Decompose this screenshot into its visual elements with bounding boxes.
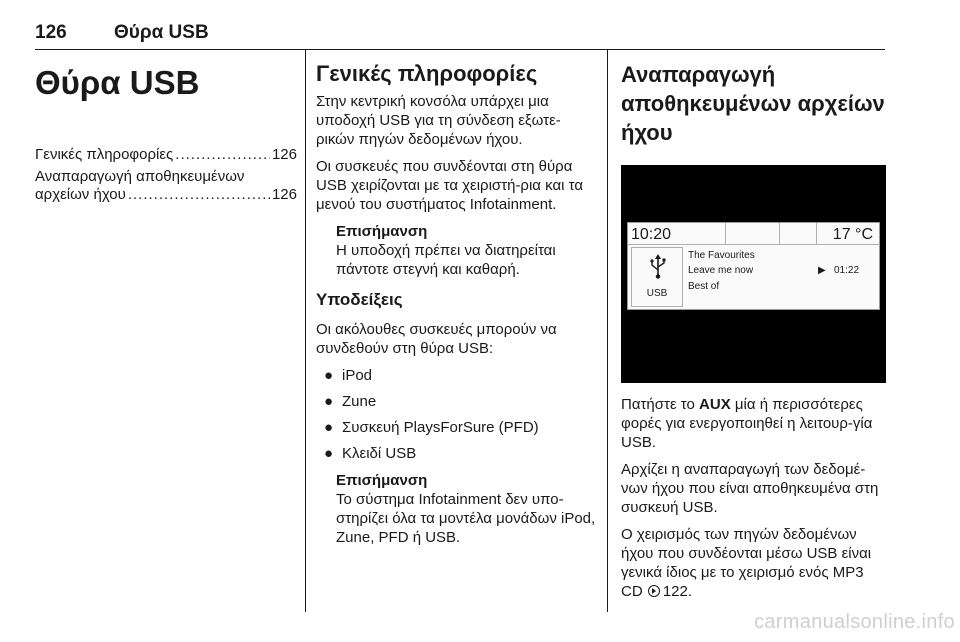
- track-list-item: Leave me now: [688, 265, 754, 276]
- clock-display: 10:20: [631, 226, 672, 243]
- toc-entry-page: 126: [271, 186, 297, 203]
- usb-source-label: USB: [646, 288, 668, 299]
- status-bar-divider: [779, 223, 780, 244]
- infotainment-screen: [627, 222, 880, 310]
- section-heading-general: Γενικές πληροφορίες: [316, 61, 538, 86]
- status-bar-divider: [725, 223, 726, 244]
- note-label: Επισήμανση: [336, 472, 428, 489]
- chapter-title: Θύρα USB: [35, 64, 200, 101]
- list-item: [316, 366, 599, 385]
- header-rule: [35, 49, 885, 50]
- paragraph: Οι συσκευές που συνδέονται στη θύρα USB χειρίζονται με τα χειριστή-ρια και τα μενού του συστήματος Infotainment.: [316, 158, 584, 213]
- watermark: carmanualsonline.info: [754, 611, 955, 633]
- usb-icon: [648, 254, 668, 280]
- section-heading-playback: Αναπαραγωγή αποθηκευμένων αρχείων ήχου: [621, 62, 885, 145]
- toc-entry-label: Γενικές πληροφορίες: [35, 146, 174, 163]
- column-divider-right: [607, 50, 608, 612]
- list-item-text: Κλειδί USB: [342, 445, 417, 462]
- status-bar-divider: [816, 223, 817, 244]
- paragraph: [621, 525, 886, 601]
- text-run: Ο χειρισμός των πηγών δεδομένων ήχου που συνδέονται μέσω USB είναι γενικά ίδιος με το χειρισμό ενός MP3: [621, 526, 872, 581]
- running-title: Θύρα USB: [114, 22, 209, 43]
- text-run: μία ή περισσότερες φορές για ενεργοποιηθεί η λειτουρ-γία USB.: [621, 396, 873, 451]
- list-item-text: iPod: [342, 367, 373, 384]
- subheading-hints: Υποδείξεις: [316, 290, 403, 309]
- toc-entry-label-cont: αρχείων ήχου: [35, 186, 126, 203]
- note-box: [336, 222, 599, 279]
- paragraph: Αρχίζει η αναπαραγωγή των δεδομέ-νων ήχου που είναι αποθηκευμένα στη συσκευή USB.: [621, 461, 879, 516]
- paragraph: [621, 395, 886, 452]
- paragraph: Στην κεντρική κονσόλα υπάρχει μια υποδοχή USB για τη σύνδεση εξωτε-ρικών πηγών δεδομένων ήχου.: [316, 93, 561, 148]
- aux-key-label: AUX: [699, 396, 731, 413]
- temperature-display: 17 °C: [832, 226, 873, 243]
- display-figure: [621, 165, 886, 383]
- text-run: CD: [621, 583, 643, 600]
- note-text: Η υποδοχή πρέπει να διατηρείται πάντοτε στεγνή και καθαρή.: [336, 242, 556, 278]
- list-item-text: Συσκευή PlaysForSure (PFD): [342, 419, 539, 436]
- device-list: [316, 366, 599, 463]
- status-bar-line: [628, 244, 879, 245]
- playback-column: [621, 56, 886, 609]
- text-run: Πατήστε το: [621, 396, 700, 413]
- bullet-icon: ●: [324, 393, 334, 410]
- toc-leader-dots: [175, 146, 270, 164]
- toc-entry-label: Αναπαραγωγή αποθηκευμένων: [35, 168, 245, 185]
- toc-entry-general[interactable]: [35, 146, 297, 164]
- note-box: [336, 471, 599, 547]
- bullet-icon: ●: [324, 419, 334, 436]
- general-info-column: [316, 56, 599, 557]
- toc-leader-dots: [128, 186, 270, 204]
- column-divider-left: [305, 50, 306, 612]
- source-box: [631, 247, 683, 307]
- list-item-text: Zune: [342, 393, 377, 410]
- chapter-column: [35, 56, 297, 208]
- note-label: Επισήμανση: [336, 223, 428, 240]
- list-item: [316, 444, 599, 463]
- note-text: Το σύστημα Infotainment δεν υπο-στηρίζει όλα τα μοντέλα μονάδων iPod, Zune, PFD ή USB.: [336, 491, 596, 546]
- bullet-icon: ●: [324, 445, 334, 462]
- list-item: [316, 392, 599, 411]
- page-ref-arrow-icon[interactable]: [648, 585, 660, 597]
- toc-entry-page: 126: [271, 146, 297, 163]
- page-reference[interactable]: 122.: [662, 583, 693, 600]
- track-list-item: The Favourites: [688, 250, 755, 261]
- track-list-item: Best of: [688, 281, 720, 292]
- toc-entry-playback[interactable]: [35, 168, 297, 204]
- paragraph: Οι ακόλουθες συσκευές μπορούν να συνδεθούν στη θύρα USB:: [316, 321, 557, 357]
- table-of-contents: [35, 146, 297, 204]
- list-item: [316, 418, 599, 437]
- play-icon: ▶: [818, 265, 826, 276]
- page-number: 126: [35, 22, 67, 43]
- track-duration: 01:22: [834, 265, 860, 276]
- bullet-icon: ●: [324, 367, 334, 384]
